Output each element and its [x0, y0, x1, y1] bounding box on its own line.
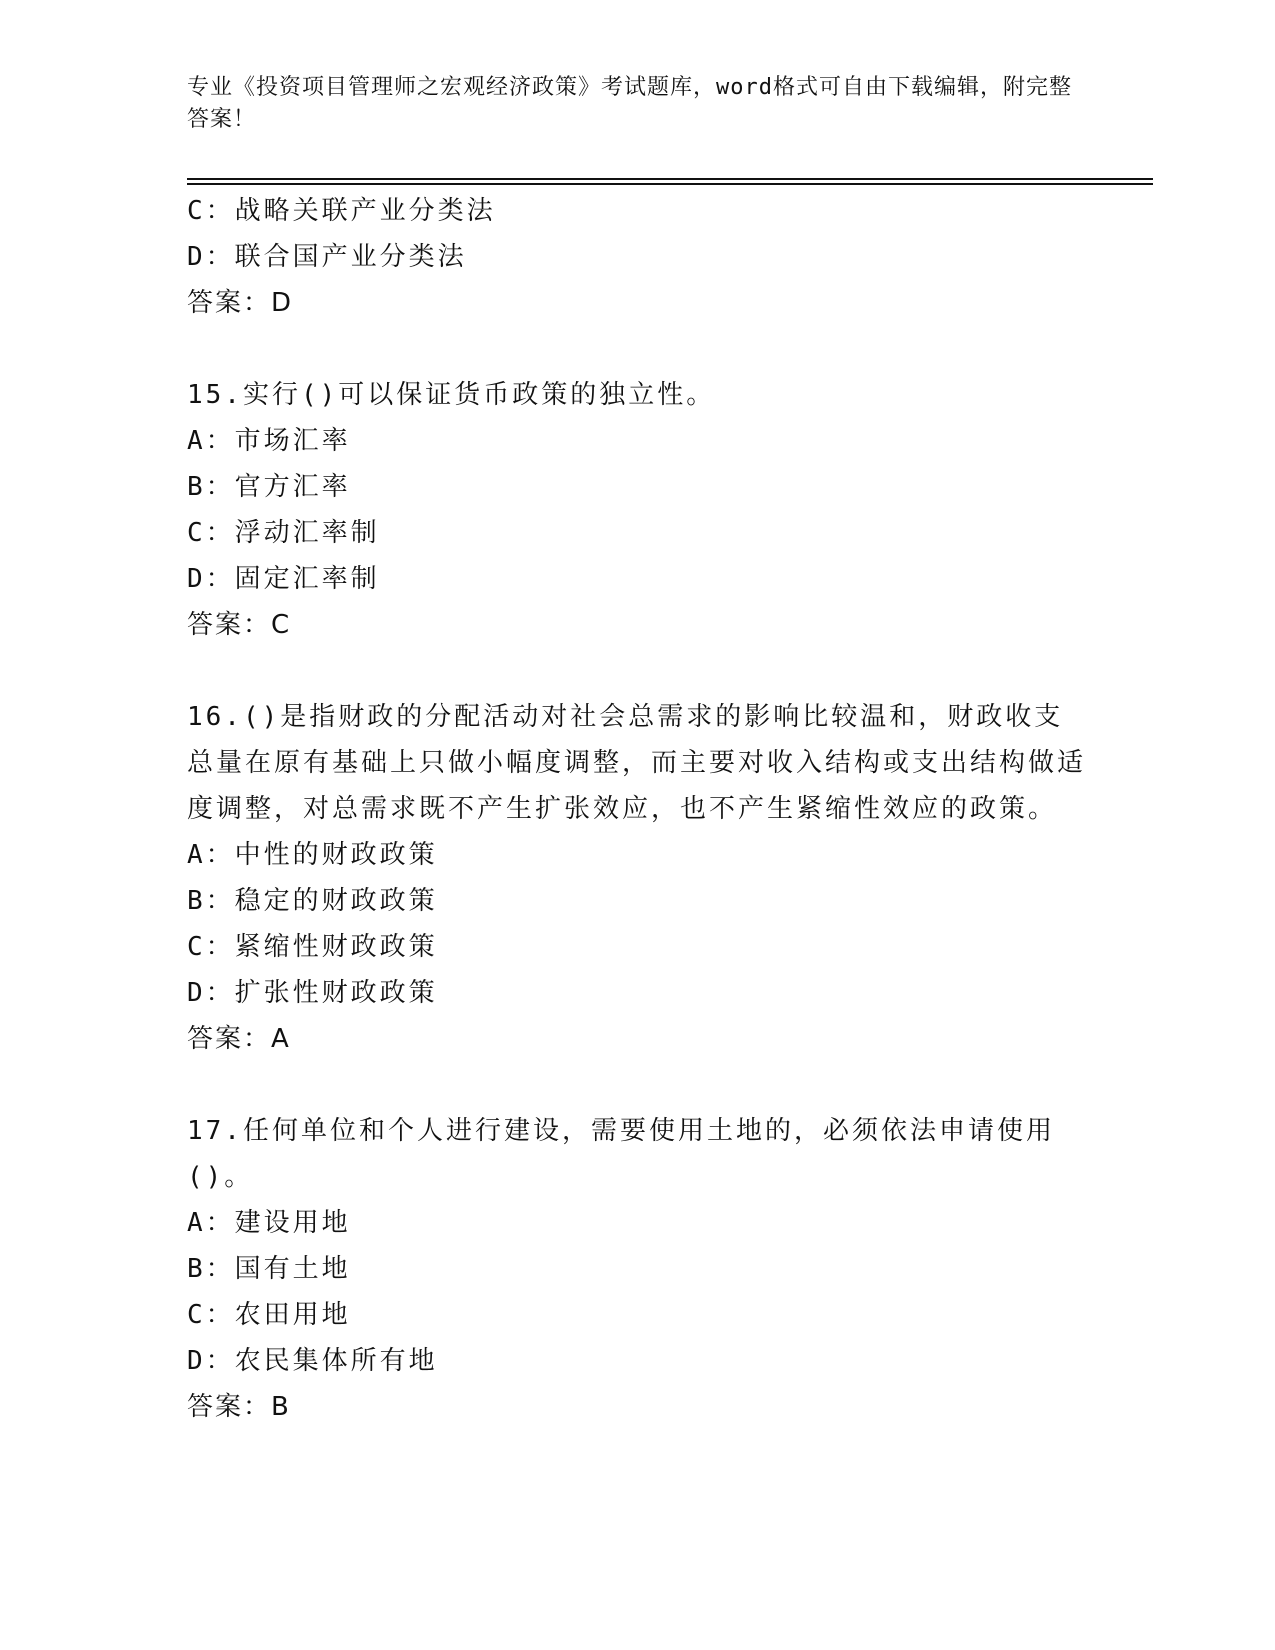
option-b: B：稳定的财政政策	[187, 886, 438, 916]
option-d: D：联合国产业分类法	[187, 242, 467, 272]
option-c: C：农田用地	[187, 1300, 351, 1330]
option-d: D：农民集体所有地	[187, 1346, 438, 1376]
spacer	[187, 1062, 1087, 1108]
option-d: D：固定汇率制	[187, 564, 380, 594]
header-divider-top	[187, 178, 1153, 180]
option-c: C：紧缩性财政政策	[187, 932, 438, 962]
option-b: B：国有土地	[187, 1254, 351, 1284]
option-b: B：官方汇率	[187, 472, 351, 502]
spacer	[187, 648, 1087, 694]
previous-question-tail	[187, 188, 1087, 326]
question-17	[187, 1108, 1087, 1430]
answer-line: 答案：C	[187, 610, 292, 640]
question-text: 15.实行()可以保证货币政策的独立性。	[187, 380, 716, 410]
spacer	[187, 326, 1087, 372]
option-c: C：浮动汇率制	[187, 518, 380, 548]
option-a: A：中性的财政政策	[187, 840, 438, 870]
option-a: A：建设用地	[187, 1208, 351, 1238]
question-list	[187, 188, 1087, 1430]
answer-line: 答案：A	[187, 1024, 291, 1054]
question-15	[187, 372, 1087, 648]
option-c: C：战略关联产业分类法	[187, 196, 496, 226]
question-text: 17.任何单位和个人进行建设，需要使用土地的，必须依法申请使用()。	[187, 1116, 1055, 1192]
document-header: 专业《投资项目管理师之宏观经济政策》考试题库，word格式可自由下载编辑，附完整答案！	[187, 75, 1072, 132]
option-d: D：扩张性财政政策	[187, 978, 438, 1008]
option-a: A：市场汇率	[187, 426, 351, 456]
question-16	[187, 694, 1087, 1062]
question-text: 16.()是指财政的分配活动对社会总需求的影响比较温和，财政收支总量在原有基础上只做小幅度调整，而主要对收入结构或支出结构做适度调整，对总需求既不产生扩张效应，也不产生紧缩性效应的政策。	[187, 702, 1087, 824]
header-divider-bottom	[187, 183, 1153, 185]
answer-line: 答案：B	[187, 1392, 291, 1422]
answer-line: 答案：D	[187, 288, 294, 318]
